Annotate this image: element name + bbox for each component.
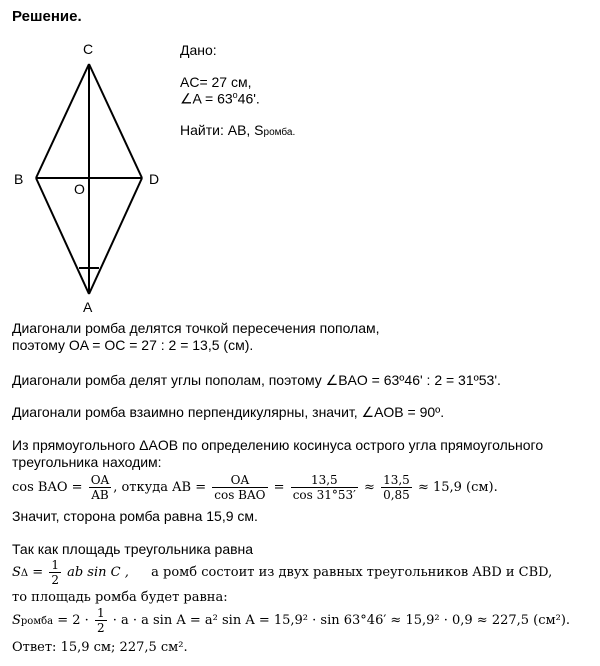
fraction-one-half-2: $\frac{1}{2}$ — [96, 606, 105, 635]
fraction-one-half: $\frac{1}{2}$ — [51, 558, 59, 587]
fraction-oa-ab: $\frac{OA}{AB}$ — [90, 473, 110, 502]
paragraph-3: Диагонали ромба взаимно перпендикулярны, значит, ∠AOB = 90º. — [12, 404, 445, 420]
fraction-value-decimal: $\frac{13,5}{0,85}$ — [383, 473, 410, 502]
area-then: то площадь ромба будет равна: — [12, 590, 228, 605]
cosine-formula: cos BAO = $\frac{OA}{AB}$ , откуда AB = $\frac{OA}{\text{cos BAO}}$ = $\frac{13,5}{\cos 31^\circ 53'}$ ≈ $\frac{13,5}{0,85}$ ≈ 15,9 (см). — [12, 473, 498, 502]
paragraph-2: Диагонали ромба делят углы пополам, поэтому ∠BAO = 63º46' : 2 = 31º53'. — [12, 372, 501, 388]
paragraph-4-line-1: Из прямоугольного ΔAOB по определению косинуса острого угла прямоугольного — [12, 437, 544, 453]
given-header: Дано: — [180, 42, 217, 58]
fraction-value-cos: $\frac{13,5}{\cos 31^\circ 53'}$ — [292, 473, 356, 502]
fraction-oa-cos: $\frac{OA}{\text{cos BAO}}$ — [214, 473, 266, 502]
find-line: Найти: AB, Sромба. — [180, 122, 296, 138]
rhombus-area-formula: Sромба = 2 · $\frac{1}{2}$ · a · a sin A = a² sin A = 15,9² · sin 63°46′ ≈ 15,9² · 0,9 ≈ 227,5 (см²). — [12, 606, 571, 635]
label-d: D — [149, 171, 160, 187]
side-da — [89, 178, 142, 294]
conclusion-side: Значит, сторона ромба равна 15,9 см. — [12, 508, 258, 524]
answer-line: Ответ: 15,9 см; 227,5 см². — [12, 640, 188, 655]
label-b: B — [14, 171, 24, 187]
paragraph-1-line-1: Диагонали ромба делятся точкой пересечения пополам, — [12, 320, 380, 336]
given-angle: ∠A = $63^o46'$. — [180, 90, 260, 107]
label-o: O — [74, 181, 85, 197]
label-a: A — [83, 299, 93, 315]
side-cd — [89, 64, 142, 178]
given-ac: AC= 27 см, — [180, 74, 252, 90]
paragraph-4-line-2: треугольника находим: — [12, 454, 162, 470]
triangle-area-formula: SΔ = $\frac{1}{2}$ ab sin C , а ромб состоит из двух равных треугольников ABD и CBD, — [12, 558, 553, 587]
area-intro: Так как площадь треугольника равна — [12, 541, 254, 557]
rhombus-diagram — [0, 0, 175, 320]
paragraph-1-line-2: поэтому OA = OC = 27 : 2 = 13,5 (см). — [12, 337, 254, 353]
label-c: C — [83, 41, 94, 57]
solution-title: Решение. — [12, 8, 82, 25]
side-bc — [36, 64, 89, 178]
